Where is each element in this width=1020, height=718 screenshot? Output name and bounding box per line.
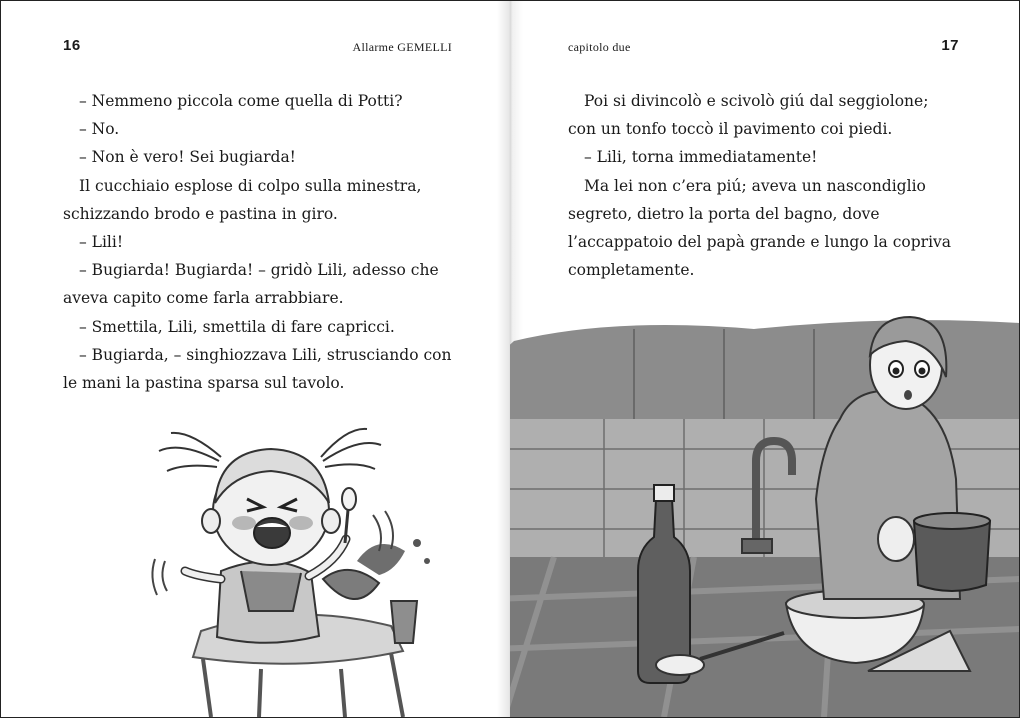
text-line: Poi si divincolò e scivolò giú dal seggiolone; — [584, 92, 929, 110]
text-line: – Lili! — [79, 233, 124, 252]
left-page-text — [63, 87, 468, 397]
text-line: Ma lei non c’era piú; aveva un nascondiglio — [584, 176, 926, 195]
right-page-text — [568, 87, 978, 284]
text-line: – Smettila, Lili, smettila di fare capricci. — [79, 317, 395, 336]
running-head-left: Allarme GEMELLI — [352, 40, 452, 54]
text-line: con un tonfo toccò il pavimento coi piedi. — [568, 120, 893, 139]
page-number-left: 16 — [63, 37, 81, 54]
left-page — [1, 1, 510, 717]
text-line: l’accappatoio del papà grande e lungo la copriva — [568, 233, 952, 252]
text-line: completamente. — [568, 261, 695, 280]
right-page — [510, 1, 1019, 717]
child-highchair-illustration — [141, 411, 481, 717]
text-line: – Lili, torna immediatamente! — [584, 148, 818, 167]
running-head-right: capitolo due — [568, 40, 631, 54]
text-line: – Bugiarda! Bugiarda! – gridò Lili, adesso che — [79, 261, 439, 280]
text-line: aveva capito come farla arrabbiare. — [63, 289, 344, 308]
text-line: segreto, dietro la porta del bagno, dove — [568, 204, 880, 223]
text-line: le mani la pastina sparsa sul tavolo. — [63, 374, 345, 393]
text-line: – Nemmeno piccola come quella di Potti? — [79, 92, 403, 110]
text-line: – Bugiarda, – singhiozzava Lili, strusciando con — [79, 345, 452, 364]
page-number-right: 17 — [941, 37, 959, 54]
kitchen-illustration — [510, 299, 1019, 717]
text-line: – Non è vero! Sei bugiarda! — [79, 148, 296, 167]
text-line: – No. — [79, 120, 120, 139]
text-line: Il cucchiaio esplose di colpo sulla minestra, — [79, 176, 422, 195]
text-line: schizzando brodo e pastina in giro. — [63, 204, 338, 223]
